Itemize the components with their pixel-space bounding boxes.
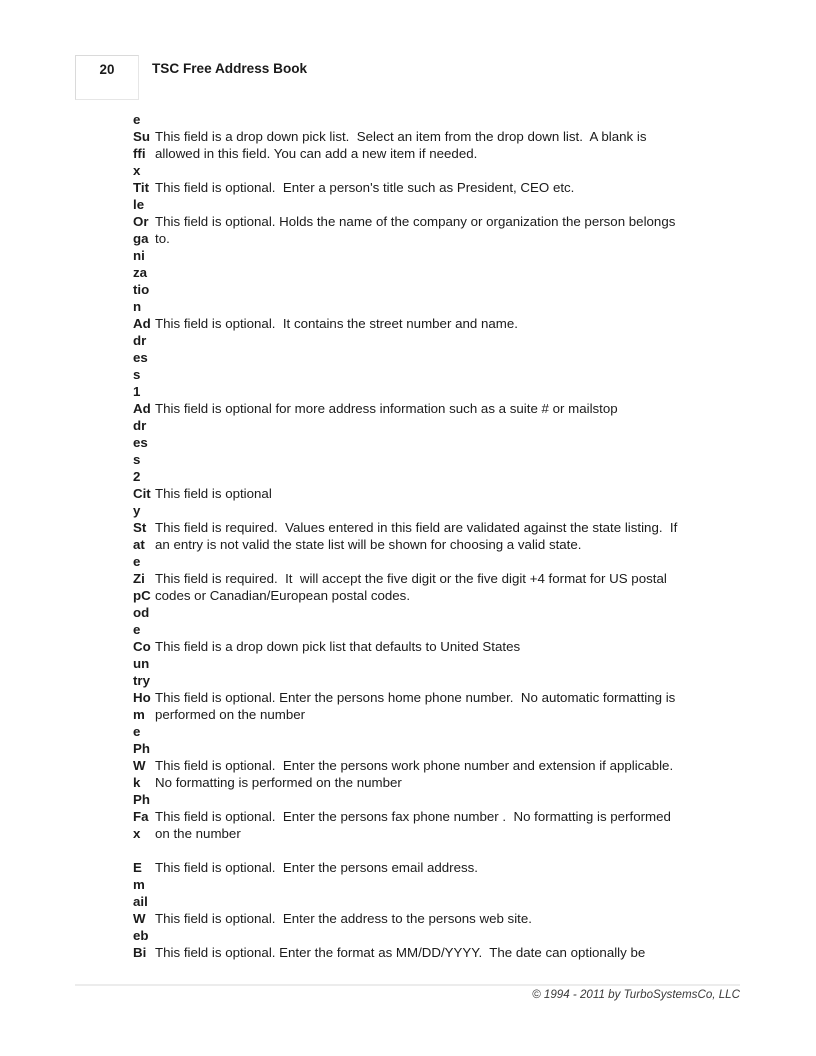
field-label-line: Fa xyxy=(133,809,149,824)
field-label-line: un xyxy=(133,656,150,671)
field-label-line: eb xyxy=(133,928,149,943)
field-row xyxy=(133,400,741,485)
field-label-line: e xyxy=(133,724,141,739)
field-description xyxy=(155,944,741,961)
field-row xyxy=(133,859,741,910)
field-label xyxy=(133,400,155,485)
document-title: TSC Free Address Book xyxy=(152,61,308,76)
field-label xyxy=(133,808,155,842)
field-label-line: 1 xyxy=(133,384,141,399)
footer-divider xyxy=(75,984,740,986)
field-row xyxy=(133,757,741,808)
field-description-line: on the number xyxy=(155,826,241,841)
field-label xyxy=(133,315,155,400)
field-label-line: Cit xyxy=(133,486,151,501)
field-description xyxy=(155,128,741,162)
field-label-line: k xyxy=(133,775,141,790)
field-label-line: le xyxy=(133,197,145,212)
field-description-line: This field is required. Values entered in this field are validated against the state listing. If xyxy=(155,520,678,535)
field-description-line: This field is optional xyxy=(155,486,272,501)
field-label xyxy=(133,910,155,944)
field-label-line: tio xyxy=(133,282,150,297)
field-label-line: y xyxy=(133,503,141,518)
field-description-line: This field is optional. Enter the persons home phone number. No automatic formatting is xyxy=(155,690,676,705)
field-description-line: This field is optional. It contains the street number and name. xyxy=(155,316,518,331)
field-label xyxy=(133,485,155,519)
field-label-line: Su xyxy=(133,129,150,144)
field-row xyxy=(133,315,741,400)
field-description xyxy=(155,689,741,723)
field-label-line: Ph xyxy=(133,741,150,756)
field-label-line: W xyxy=(133,911,146,926)
field-description-line: This field is a drop down pick list that defaults to United States xyxy=(155,639,521,654)
field-label-line: s xyxy=(133,367,141,382)
field-label xyxy=(133,570,155,638)
field-description-line: No formatting is performed on the number xyxy=(155,775,402,790)
field-description-line: performed on the number xyxy=(155,707,306,722)
field-label-line: ail xyxy=(133,894,148,909)
field-row xyxy=(133,689,741,757)
field-description-line: to. xyxy=(155,231,170,246)
field-description xyxy=(155,400,741,417)
field-row xyxy=(133,179,741,213)
field-label-line: Zi xyxy=(133,571,145,586)
field-label-line: x xyxy=(133,163,141,178)
field-row xyxy=(133,111,741,128)
field-description xyxy=(155,910,741,927)
field-label-line: e xyxy=(133,112,141,127)
field-row xyxy=(133,944,741,961)
field-label xyxy=(133,689,155,757)
field-label-line: Ho xyxy=(133,690,151,705)
field-label-line: at xyxy=(133,537,145,552)
field-description-line: This field is a drop down pick list. Select an item from the drop down list. A blank is xyxy=(155,129,647,144)
field-description xyxy=(155,213,741,247)
field-label-line: St xyxy=(133,520,147,535)
field-label-line: m xyxy=(133,707,145,722)
field-label-line: Tit xyxy=(133,180,150,195)
field-description-line: allowed in this field. You can add a new item if needed. xyxy=(155,146,478,161)
field-label-line: Ph xyxy=(133,792,150,807)
field-description xyxy=(155,315,741,332)
field-label xyxy=(133,859,155,910)
page-number-box xyxy=(75,55,139,100)
field-description xyxy=(155,519,741,553)
field-description-line: an entry is not valid the state list will be shown for choosing a valid state. xyxy=(155,537,582,552)
field-description xyxy=(155,638,741,655)
field-label-line: x xyxy=(133,826,141,841)
field-label-line: s xyxy=(133,452,141,467)
field-description-line: This field is optional. Enter the persons fax phone number . No formatting is performed xyxy=(155,809,671,824)
field-label-line: Ad xyxy=(133,401,151,416)
field-description-line: This field is optional. Holds the name of the company or organization the person belongs xyxy=(155,214,676,229)
field-label xyxy=(133,519,155,570)
field-label xyxy=(133,757,155,808)
blank-row xyxy=(133,842,741,859)
field-label xyxy=(133,944,155,961)
field-description-table xyxy=(133,111,741,961)
field-label-line: od xyxy=(133,605,150,620)
field-row xyxy=(133,570,741,638)
field-label-line: n xyxy=(133,299,142,314)
field-description xyxy=(155,570,741,604)
field-label-line: Co xyxy=(133,639,151,654)
field-label-line: es xyxy=(133,435,148,450)
footer-copyright: © 1994 - 2011 by TurboSystemsCo, LLC xyxy=(532,988,740,1001)
field-label-line: es xyxy=(133,350,148,365)
field-row xyxy=(133,485,741,519)
field-label-line: dr xyxy=(133,333,147,348)
field-label-line: za xyxy=(133,265,148,280)
field-label-line: ffi xyxy=(133,146,146,161)
field-label-line: e xyxy=(133,554,141,569)
field-description xyxy=(155,808,741,842)
field-description-line: This field is optional for more address information such as a suite # or mailstop xyxy=(155,401,618,416)
field-label-line: try xyxy=(133,673,150,688)
field-description-line: This field is optional. Enter the format as MM/DD/YYYY. The date can optionally be xyxy=(155,945,646,960)
field-description-line: This field is optional. Enter the address to the persons web site. xyxy=(155,911,532,926)
field-description-line: This field is optional. Enter a person's title such as President, CEO etc. xyxy=(155,180,575,195)
field-label-line: m xyxy=(133,877,145,892)
field-label-line: Ad xyxy=(133,316,151,331)
field-description xyxy=(155,859,741,876)
field-label xyxy=(133,213,155,315)
field-label-line: e xyxy=(133,622,141,637)
field-label-line: ni xyxy=(133,248,145,263)
field-description xyxy=(155,485,741,502)
field-label-line: E xyxy=(133,860,142,875)
field-label xyxy=(133,128,155,179)
field-description-line: This field is required. It will accept the five digit or the five digit +4 format for US postal xyxy=(155,571,667,586)
field-row xyxy=(133,128,741,179)
field-description xyxy=(155,179,741,196)
field-description xyxy=(155,757,741,791)
field-label-line: pC xyxy=(133,588,151,603)
field-label-line: dr xyxy=(133,418,147,433)
field-row xyxy=(133,808,741,842)
field-label xyxy=(133,638,155,689)
field-label xyxy=(133,111,155,128)
field-row xyxy=(133,910,741,944)
field-label-line: 2 xyxy=(133,469,141,484)
field-row xyxy=(133,519,741,570)
field-description-line: codes or Canadian/European postal codes. xyxy=(155,588,411,603)
field-description-line: This field is optional. Enter the persons email address. xyxy=(155,860,478,875)
field-label-line: Bi xyxy=(133,945,147,960)
field-label-line: W xyxy=(133,758,146,773)
field-row xyxy=(133,638,741,689)
field-label-line: ga xyxy=(133,231,149,246)
field-description-line: This field is optional. Enter the persons work phone number and extension if applicable. xyxy=(155,758,674,773)
field-label xyxy=(133,179,155,213)
field-row xyxy=(133,213,741,315)
page-number: 20 xyxy=(99,62,115,77)
field-label-line: Or xyxy=(133,214,149,229)
